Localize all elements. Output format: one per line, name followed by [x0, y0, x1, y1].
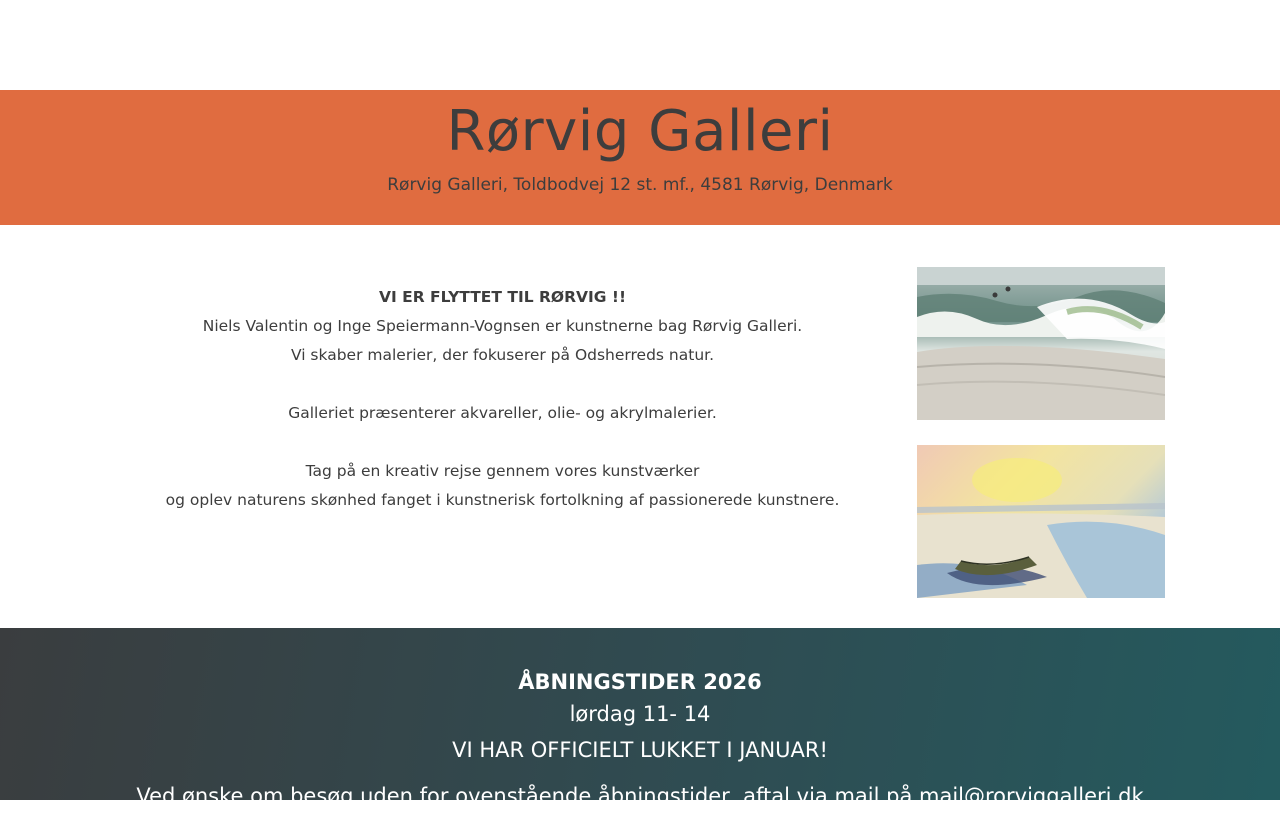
opening-hours-day: lørdag 11- 14 — [569, 702, 711, 726]
boat-painting-image[interactable] — [917, 445, 1165, 598]
waves-painting-image[interactable] — [917, 267, 1165, 420]
main-content — [0, 225, 1280, 628]
site-banner — [0, 90, 1280, 225]
moved-heading: VI ER FLYTTET TIL RØRVIG !! — [378, 288, 627, 306]
closed-notice: VI HAR OFFICIELT LUKKET I JANUAR! — [452, 738, 828, 762]
intro-line-gallery: Galleriet præsenterer akvareller, olie- og akrylmalerier. — [288, 404, 717, 422]
site-address: Rørvig Galleri, Toldbodvej 12 st. mf., 4581 Rørvig, Denmark — [387, 175, 893, 195]
intro-line-artists: Niels Valentin og Inge Speiermann-Vognsen er kunstnerne bag Rørvig Galleri. — [202, 317, 803, 335]
top-navigation-area — [0, 0, 1280, 90]
spacer — [120, 428, 885, 457]
site-title[interactable]: Rørvig Galleri — [446, 99, 834, 164]
intro-line-nature: og oplev naturens skønhed fanget i kunstnerisk fortolkning af passionerede kunstnere. — [165, 491, 840, 509]
opening-hours-footer — [0, 628, 1280, 808]
intro-text — [120, 283, 885, 515]
intro-line-focus: Vi skaber malerier, der fokuserer på Odsherreds natur. — [290, 346, 715, 364]
opening-hours-title: ÅBNINGSTIDER 2026 — [518, 670, 762, 694]
spacer — [120, 370, 885, 399]
intro-line-journey: Tag på en kreativ rejse gennem vores kunstværker — [305, 462, 700, 480]
contact-line[interactable]: Ved ønske om besøg uden for ovenstående åbningstider, aftal via mail på mail@rorviggalleri.dk — [136, 784, 1144, 808]
